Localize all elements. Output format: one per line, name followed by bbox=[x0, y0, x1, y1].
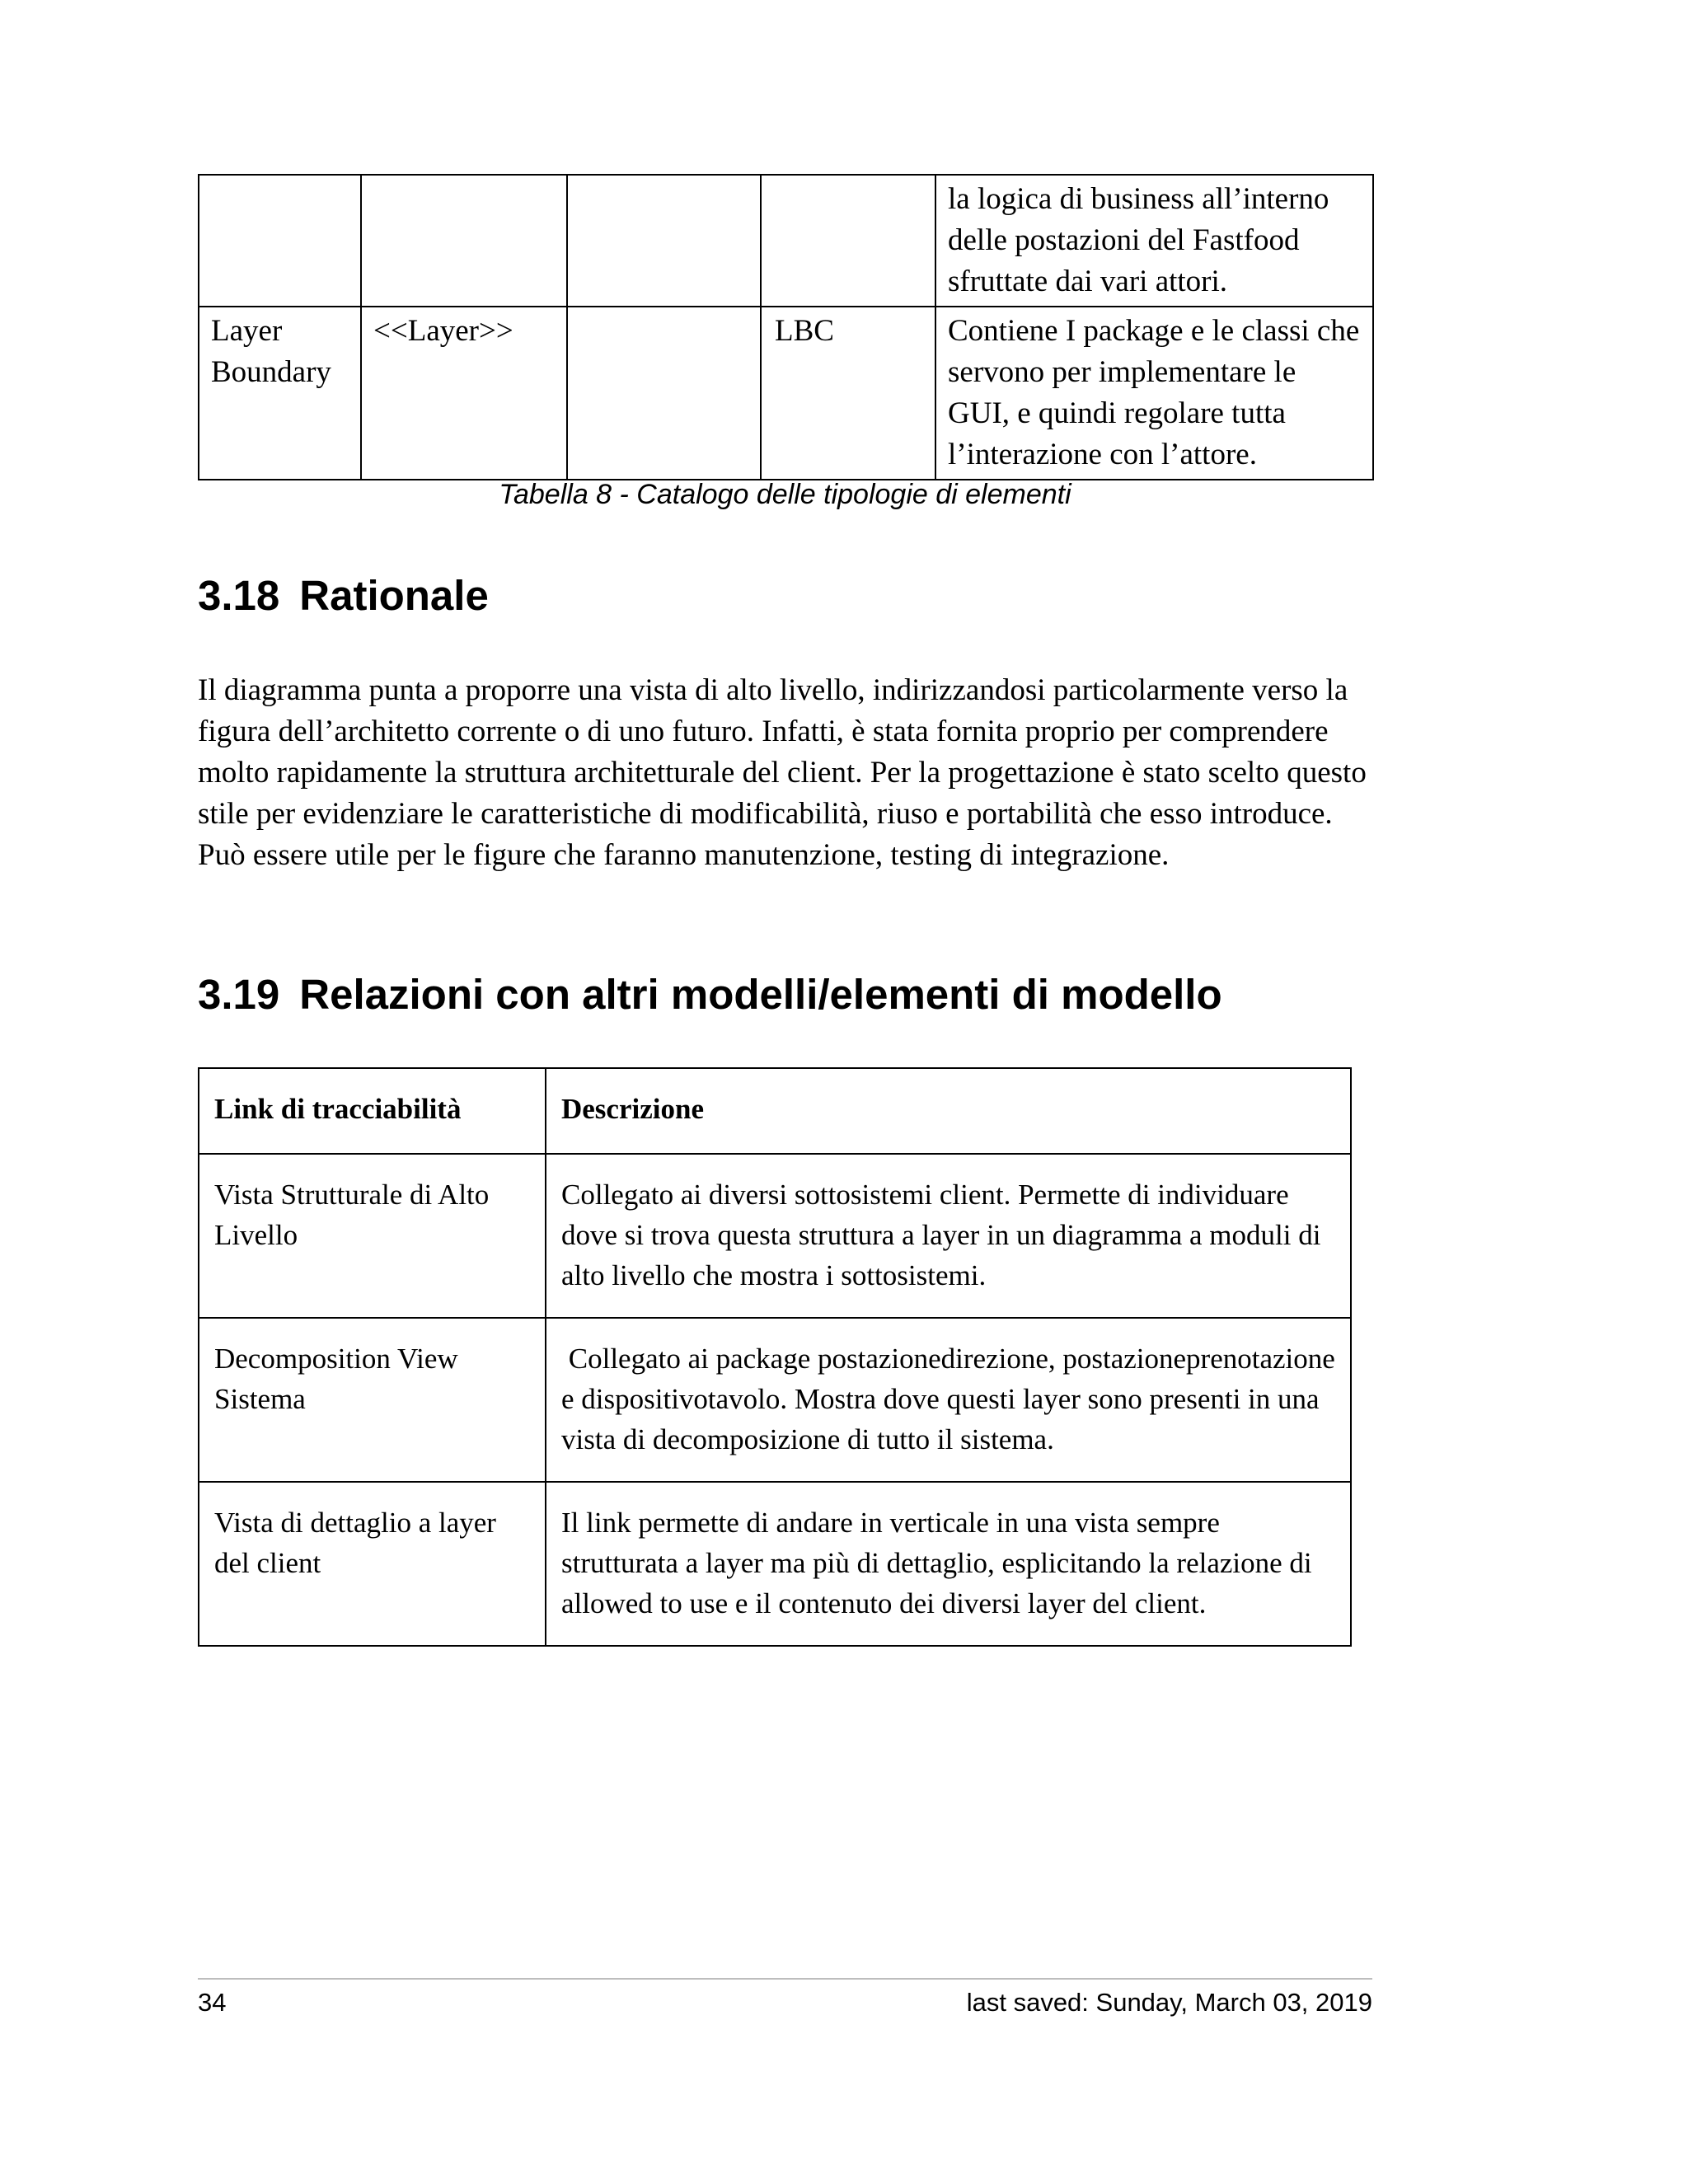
trace-description-cell: Il link permette di andare in verticale in una vista sempre strutturata a layer ma più di dettaglio, esplicitando la relazione di allowed to use e il contenuto dei diversi layer del client. bbox=[546, 1482, 1351, 1646]
trace-link-cell: Decomposition View Sistema bbox=[199, 1318, 546, 1482]
paragraph-text: Il diagramma punta a proporre una vista di alto livello, indirizzandosi particolarmente verso la figura dell’architetto corrente o di uno futuro. Infatti, è stata fornita proprio per comprendere molto rapidamente la struttura architetturale del client. Per la progettazione è stato scelto questo stile per evidenziare le caratteristiche di modificabilità, riuso e portabilità che esso introduce. bbox=[198, 673, 1367, 831]
table-header-row bbox=[199, 1068, 1351, 1154]
footer-divider bbox=[198, 1978, 1372, 1980]
section-heading-relations bbox=[198, 968, 1222, 1021]
section-heading-rationale bbox=[198, 569, 489, 622]
catalog-cell-empty bbox=[567, 307, 761, 480]
rationale-paragraph bbox=[198, 670, 1372, 876]
catalog-cell-stereotype bbox=[361, 175, 567, 307]
catalog-cell-acronym bbox=[761, 175, 935, 307]
table-caption: Tabella 8 - Catalogo delle tipologie di elementi bbox=[499, 479, 1071, 510]
trace-description-cell: Collegato ai package postazionedirezione, postazioneprenotazione e dispositivotavolo. Mostra dove questi layer sono presenti in una vista di decomposizione di tutto il sistema. bbox=[546, 1318, 1351, 1482]
paragraph-text: Può essere utile per le figure che faranno manutenzione, testing di integrazione. bbox=[198, 838, 1170, 872]
catalog-cell-acronym: LBC bbox=[761, 307, 935, 480]
catalog-cell-empty bbox=[567, 175, 761, 307]
section-number: 3.18 bbox=[198, 572, 280, 619]
page-number: 34 bbox=[198, 1988, 227, 2017]
section-title: Rationale bbox=[299, 572, 489, 619]
trace-link-cell: Vista Strutturale di Alto Livello bbox=[199, 1154, 546, 1318]
catalog-cell-description: Contiene I package e le classi che servono per implementare le GUI, e quindi regolare tutta l’interazione con l’attore. bbox=[935, 307, 1373, 480]
catalog-cell-name: Layer Boundary bbox=[199, 307, 361, 480]
column-header-description: Descrizione bbox=[546, 1068, 1351, 1154]
section-number: 3.19 bbox=[198, 971, 280, 1018]
section-title: Relazioni con altri modelli/elementi di modello bbox=[299, 971, 1222, 1018]
column-header-link: Link di tracciabilità bbox=[199, 1068, 546, 1154]
trace-description-cell: Collegato ai diversi sottosistemi client. Permette di individuare dove si trova questa struttura a layer in un diagramma a moduli di alto livello che mostra i sottosistemi. bbox=[546, 1154, 1351, 1318]
catalog-table-row bbox=[199, 307, 1373, 480]
catalog-table-row bbox=[199, 175, 1373, 307]
table-row bbox=[199, 1318, 1351, 1482]
catalog-cell-stereotype: <<Layer>> bbox=[361, 307, 567, 480]
catalog-cell-name bbox=[199, 175, 361, 307]
catalog-cell-description: la logica di business all’interno delle postazioni del Fastfood sfruttate dai vari attori. bbox=[935, 175, 1373, 307]
table-row bbox=[199, 1154, 1351, 1318]
table-row bbox=[199, 1482, 1351, 1646]
traceability-table bbox=[198, 1067, 1352, 1647]
last-saved-date: last saved: Sunday, March 03, 2019 bbox=[966, 1988, 1372, 2017]
catalog-table bbox=[198, 174, 1374, 480]
trace-link-cell: Vista di dettaglio a layer del client bbox=[199, 1482, 546, 1646]
